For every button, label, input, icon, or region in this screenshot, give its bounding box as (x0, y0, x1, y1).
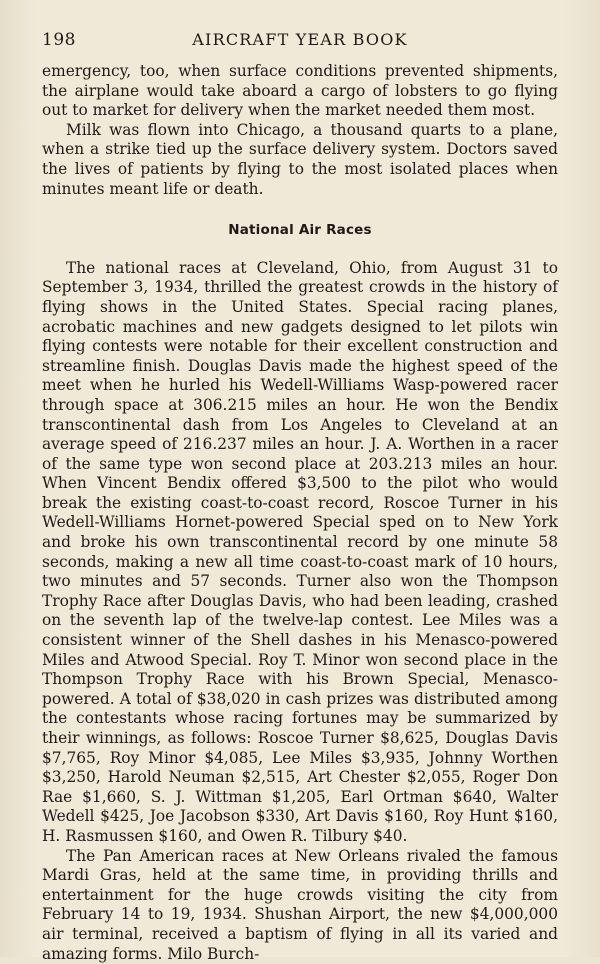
paragraph-milk: Milk was flown into Chicago, a thousand quarts to a plane, when a strike tied up the surface delivery system. Doctors saved the lives of patients by flying to the most isolated places when minutes meant life or death. (42, 120, 558, 198)
paragraph-lobsters: emergency, too, when surface conditions prevented shipments, the airplane would take aboard a cargo of lobsters to go flying out to market for delivery when the market needed them most. (42, 62, 558, 120)
running-head (42, 30, 558, 50)
page-number: 198 (42, 30, 76, 50)
body-text (42, 62, 558, 964)
paragraph-pan-american: The Pan American races at New Orleans rivaled the famous Mardi Gras, held at the same time, in providing thrills and entertainment for the huge crowds visiting the city from February 14 to 19, 1934. Shushan Airport, the new $4,000,000 air terminal, received a baptism of flying in all its varied and amazing forms. Milo Burch- (42, 846, 558, 963)
paragraph-national-races: The national races at Cleveland, Ohio, from August 31 to September 3, 1934, thrilled the greatest crowds in the history of flying shows in the United States. Special racing planes, acrobatic machines and new gadgets designed to let pilots win flying contests were notable for their excellent construction and streamline finish. Douglas Davis made the highest speed of the meet when he hurled his Wedell-Williams Wasp-powered racer through space at 306.215 miles an hour. He won the Bendix transcontinental dash from Los Angeles to Cleveland at an average speed of 216.237 miles an hour. J. A. Worthen in a racer of the same type won second place at 203.213 miles an hour. When Vincent Bendix offered $3,500 to the pilot who would break the existing coast-to-coast record, Roscoe Turner in his Wedell-Williams Hornet-powered Special sped on to New York and broke his own transcontinental record by one minute 58 seconds, making a new all time coast-to-coast mark of 10 hours, two minutes and 57 seconds. Turner also won the Thompson Trophy Race after Douglas Davis, who had been leading, crashed on the seventh lap of the twelve-lap contest. Lee Miles was a consistent winner of the Shell dashes in his Menasco-powered Miles and Atwood Special. Roy T. Minor won second place in the Thompson Trophy Race with his Brown Special, Menasco-powered. A total of $38,020 in cash prizes was distributed among the contestants whose racing fortunes may be summarized by their winnings, as follows: Roscoe Turner $8,625, Douglas Davis $7,765, Roy Minor $4,085, Lee Miles $3,935, Johnny Worthen $3,250, Harold Neuman $2,515, Art Chester $2,055, Roger Don Rae $1,660, S. J. Wittman $1,205, Earl Ortman $640, Walter Wedell $425, Joe Jacobson $330, Art Davis $160, Roy Hunt $160, H. Rasmussen $160, and Owen R. Tilbury $40. (42, 258, 558, 845)
section-heading: National Air Races (228, 222, 372, 239)
running-title: AIRCRAFT YEAR BOOK (192, 30, 408, 49)
